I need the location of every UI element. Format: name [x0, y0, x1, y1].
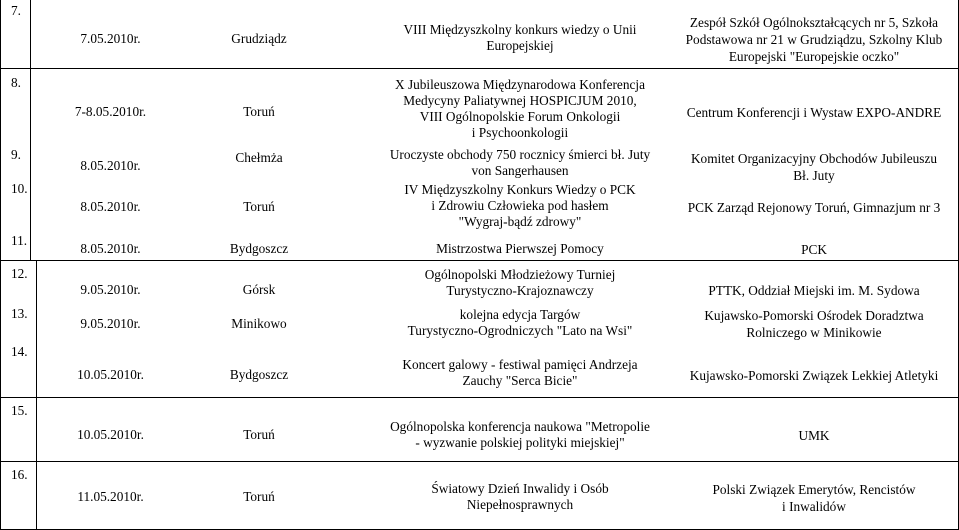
organizer-line: Europejski "Europejskie oczko"	[728, 49, 900, 64]
row-place: Toruń	[243, 489, 275, 504]
row-event	[352, 267, 688, 299]
event-line: "Wygraj-bądź zdrowy"	[458, 214, 582, 229]
row-event	[352, 307, 688, 339]
row-number: 14.	[11, 344, 28, 359]
row-place: Bydgoszcz	[229, 241, 289, 256]
row-place: Toruń	[243, 427, 275, 442]
row-place: Grudziądz	[231, 31, 287, 46]
row-organizer	[668, 14, 959, 65]
row-number: 15.	[11, 403, 28, 418]
organizer-line: i Inwalidów	[782, 499, 846, 514]
event-line: Turystyczno-Ogrodniczych "Lato na Wsi"	[407, 323, 633, 338]
organizer-line: PTTK, Oddział Miejski im. M. Sydowa	[708, 283, 920, 298]
organizer-line: Podstawowa nr 21 w Grudziądzu, Szkolny Klub	[685, 32, 943, 47]
organizer-line: Kujawsko-Pomorski Związek Lekkiej Atletyki	[689, 368, 939, 383]
event-line: Medycyny Paliatywnej HOSPICJUM 2010,	[403, 93, 637, 108]
event-line: Ogólnopolska konferencja naukowa "Metropolie	[390, 419, 650, 434]
row-place: Toruń	[243, 104, 275, 119]
organizer-line: Komitet Organizacyjny Obchodów Jubileuszu	[690, 151, 938, 166]
event-line: kolejna edycja Targów	[459, 307, 581, 322]
column-divider	[30, 0, 31, 260]
row-organizer	[668, 282, 959, 299]
row-organizer	[668, 307, 959, 341]
row-place: Bydgoszcz	[229, 367, 289, 382]
row-organizer	[668, 427, 959, 444]
organizer-line: UMK	[798, 428, 830, 443]
row-date: 8.05.2010r.	[80, 158, 141, 173]
event-line: Ogólnopolski Młodzieżowy Turniej	[424, 267, 616, 282]
row-divider	[0, 397, 959, 398]
row-date: 10.05.2010r.	[77, 367, 144, 382]
row-event	[352, 481, 688, 513]
row-number: 11.	[11, 233, 28, 248]
row-organizer	[668, 104, 959, 121]
event-line: Zauchy "Serca Bicie"	[462, 373, 578, 388]
organizer-line: Zespół Szkół Ogólnokształcących nr 5, Szkoła	[689, 15, 939, 30]
row-place: Minikowo	[231, 316, 287, 331]
row-event	[352, 77, 688, 141]
organizer-line: Rolniczego w Minikowie	[746, 325, 882, 340]
row-date: 11.05.2010r.	[77, 489, 144, 504]
event-line: IV Międzyszkolny Konkurs Wiedzy o PCK	[404, 182, 636, 197]
event-line: Światowy Dzień Inwalidy i Osób	[431, 481, 609, 496]
row-date: 8.05.2010r.	[80, 199, 141, 214]
row-organizer	[668, 199, 959, 216]
row-place: Chełmża	[235, 150, 283, 165]
row-divider	[0, 461, 959, 462]
event-line: Mistrzostwa Pierwszej Pomocy	[436, 241, 604, 256]
organizer-line: Kujawsko-Pomorski Ośrodek Doradztwa	[704, 308, 924, 323]
row-organizer	[668, 367, 959, 384]
event-line: Uroczyste obchody 750 rocznicy śmierci bł. Juty	[389, 147, 651, 162]
row-date: 7.05.2010r.	[80, 31, 141, 46]
event-line: Europejskiej	[486, 38, 554, 53]
row-date: 9.05.2010r.	[80, 316, 141, 331]
row-number: 8.	[11, 75, 21, 90]
column-divider	[0, 0, 1, 530]
row-number: 10.	[11, 181, 28, 196]
row-number: 9.	[11, 147, 21, 162]
event-line: Koncert galowy - festiwal pamięci Andrzeja	[402, 357, 638, 372]
row-place: Toruń	[243, 199, 275, 214]
row-divider	[0, 68, 959, 69]
organizer-line: PCK Zarząd Rejonowy Toruń, Gimnazjum nr 3	[687, 200, 941, 215]
row-date: 8.05.2010r.	[80, 241, 141, 256]
row-place: Górsk	[242, 282, 276, 297]
event-line: Niepełnosprawnych	[466, 497, 574, 512]
organizer-line: Polski Związek Emerytów, Rencistów	[712, 482, 916, 497]
row-date: 7-8.05.2010r.	[74, 104, 147, 119]
organizer-line: Centrum Konferencji i Wystaw EXPO-ANDRE	[686, 105, 942, 120]
row-organizer	[668, 150, 959, 184]
organizer-line: Bł. Juty	[793, 168, 835, 183]
row-divider	[0, 260, 959, 261]
event-line: i Zdrowiu Człowieka pod hasłem	[431, 198, 609, 213]
row-number: 13.	[11, 306, 28, 321]
event-line: X Jubileuszowa Międzynarodowa Konferencja	[395, 77, 645, 92]
column-divider	[36, 260, 37, 530]
row-number: 12.	[11, 266, 28, 281]
row-event	[352, 419, 688, 451]
organizer-line: PCK	[801, 242, 827, 257]
row-date: 9.05.2010r.	[80, 282, 141, 297]
row-event	[352, 357, 688, 389]
row-event	[352, 241, 688, 257]
event-line: i Psychoonkologii	[471, 125, 569, 140]
event-line: von Sangerhausen	[471, 163, 569, 178]
row-organizer	[668, 481, 959, 515]
event-line: VIII Międzyszkolny konkurs wiedzy o Unii	[403, 22, 637, 37]
row-organizer	[668, 241, 959, 258]
row-event	[352, 22, 688, 54]
row-event	[352, 147, 688, 179]
row-date: 10.05.2010r.	[77, 427, 144, 442]
row-event	[352, 182, 688, 230]
event-line: VIII Ogólnopolskie Forum Onkologii	[419, 109, 621, 124]
event-line: Turystyczno-Krajoznawczy	[446, 283, 594, 298]
row-number: 7.	[11, 3, 21, 18]
row-number: 16.	[11, 467, 28, 482]
event-line: - wyzwanie polskiej polityki miejskiej"	[415, 435, 625, 450]
